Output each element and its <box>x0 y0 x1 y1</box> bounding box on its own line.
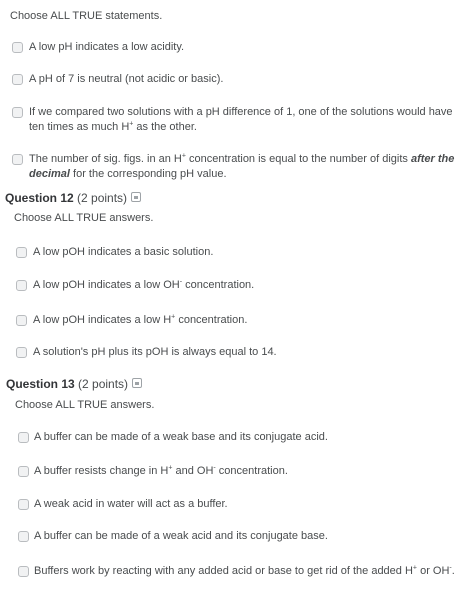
option-text: concentration. <box>215 465 288 477</box>
option-label <box>34 464 288 479</box>
option-text: and OH <box>172 465 214 477</box>
option-text: A low pOH indicates a low OH <box>33 279 180 291</box>
option-checkbox[interactable] <box>12 154 23 165</box>
option-text: as the other. <box>133 121 197 133</box>
option-label <box>29 152 454 182</box>
question-points: (2 points) <box>78 377 129 391</box>
option-text: concentration. <box>175 314 248 326</box>
option-label: A buffer can be made of a weak acid and its conjugate base. <box>34 530 328 542</box>
question-prompt: Choose ALL TRUE answers. <box>15 399 155 411</box>
emphasis-text: after the <box>410 153 455 165</box>
option-checkbox[interactable] <box>18 432 29 443</box>
bookmark-icon[interactable] <box>132 378 142 388</box>
option-checkbox[interactable] <box>12 74 23 85</box>
question-header <box>6 377 128 392</box>
question-title: Question 13 <box>6 377 75 391</box>
superscript: + <box>129 120 134 128</box>
superscript: + <box>168 464 173 472</box>
question-title: Question 12 <box>5 191 74 205</box>
question-prompt: Choose ALL TRUE answers. <box>14 212 154 224</box>
option-label <box>34 564 455 579</box>
option-checkbox[interactable] <box>12 107 23 118</box>
superscript: - <box>179 278 183 286</box>
option-checkbox[interactable] <box>16 247 27 258</box>
superscript: + <box>171 313 176 321</box>
bookmark-icon[interactable] <box>131 192 141 202</box>
option-checkbox[interactable] <box>12 42 23 53</box>
option-label: A low pOH indicates a basic solution. <box>33 246 214 258</box>
option-checkbox[interactable] <box>16 315 27 326</box>
option-checkbox[interactable] <box>18 531 29 542</box>
option-checkbox[interactable] <box>18 499 29 510</box>
option-text: concentration. <box>182 279 255 291</box>
option-text: concentration is equal to the number of digits <box>185 153 411 165</box>
option-label: A buffer can be made of a weak base and its conjugate acid. <box>34 431 328 443</box>
option-label: A low pH indicates a low acidity. <box>29 41 185 53</box>
option-text: If we compared two solutions with a pH difference of 1, one of the solutions would have <box>29 106 453 118</box>
question-points: (2 points) <box>77 191 128 205</box>
option-label: A pH of 7 is neutral (not acidic or basic). <box>29 73 224 85</box>
option-text: The number of sig. figs. in an H <box>29 153 182 165</box>
option-label <box>29 105 453 135</box>
question-header <box>5 191 127 206</box>
option-text: ten times as much H <box>29 121 130 133</box>
option-label: A solution's pH plus its pOH is always equal to 14. <box>33 346 277 358</box>
option-label <box>33 313 247 328</box>
option-text: or OH <box>417 565 450 577</box>
option-text: for the corresponding pH value. <box>69 168 227 180</box>
superscript: + <box>181 152 186 160</box>
option-text: Buffers work by reacting with any added acid or base to get rid of the added H <box>34 565 413 577</box>
option-label <box>33 278 254 293</box>
option-checkbox[interactable] <box>16 280 27 291</box>
option-text: . <box>451 565 455 577</box>
superscript: - <box>449 564 452 572</box>
option-text: A buffer resists change in H <box>34 465 169 477</box>
option-checkbox[interactable] <box>18 466 29 477</box>
emphasis-text: decimal <box>29 168 70 180</box>
option-label: A weak acid in water will act as a buffer. <box>34 498 228 510</box>
superscript: - <box>213 464 216 472</box>
option-text: A low pOH indicates a low H <box>33 314 172 326</box>
superscript: + <box>412 564 418 572</box>
question-prompt: Choose ALL TRUE statements. <box>10 10 163 22</box>
option-checkbox[interactable] <box>18 566 29 577</box>
option-checkbox[interactable] <box>16 347 27 358</box>
